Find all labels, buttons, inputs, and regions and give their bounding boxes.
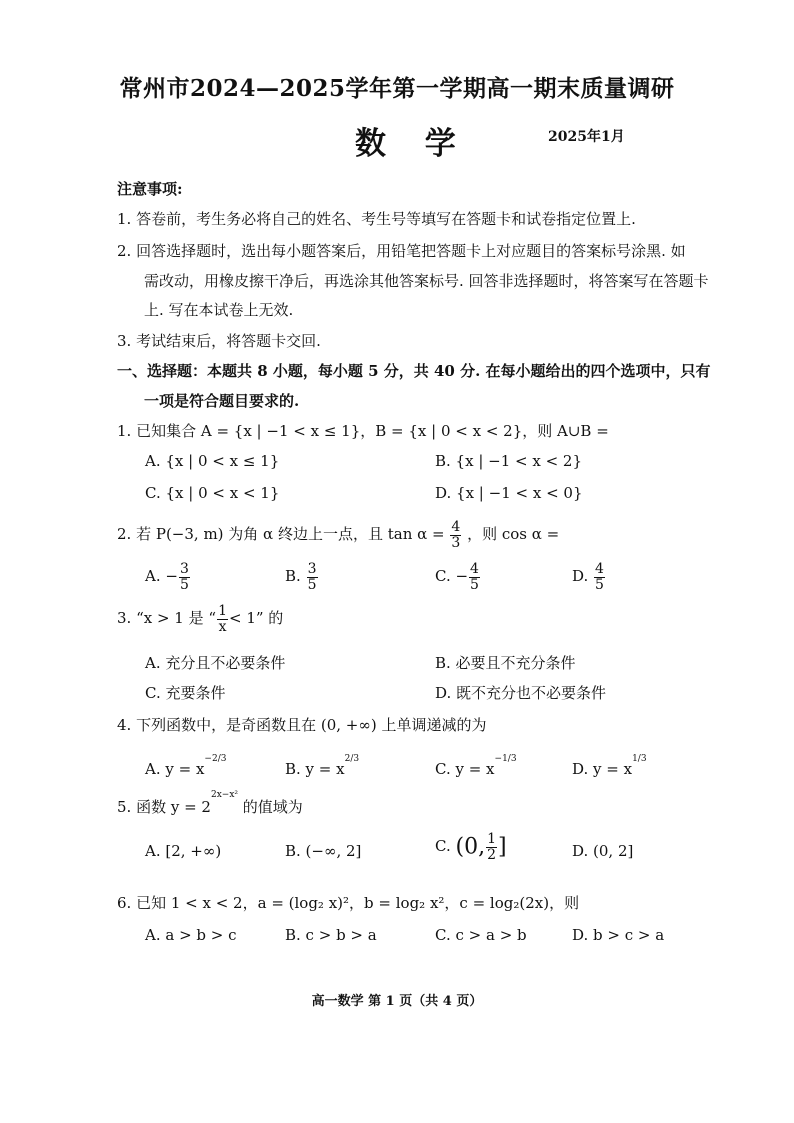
q2-stem-fraction-den: 3 [451,534,461,551]
notes-heading: 注意事项: [117,180,183,198]
question-4-stem: 4. 下列函数中，是奇函数且在 (0, +∞) 上单调递减的为 [117,716,487,734]
subject-title: 数 学 [355,126,470,162]
q2-option-c-num: 4 [470,561,479,577]
question-6-stem: 6. 已知 1 < x < 2，a = (log₂ x)²，b = log₂ x²，c = log₂(2x)，则 [117,894,580,912]
q2-stem-part-b: ，则 cos α = [467,525,560,544]
q3-stem-fraction-num: 1 [218,603,227,619]
note-item-2-line-2: 需改动，用橡皮擦干净后，再选涂其他答案标号. 回答非选择题时，将答案写在答题卡 [144,272,709,290]
q4-option-d-exponent: 1/3 [632,754,647,764]
q3-option-a: A. 充分且不必要条件 [145,654,286,672]
q5-option-c-left: (0, [455,834,486,860]
q2-option-d-label: D. [572,567,589,586]
q4-option-b [285,754,360,778]
q4-option-a [145,754,227,778]
q5-option-c-den: 2 [487,846,496,863]
q1-option-b: B. {x | −1 < x < 2} [435,452,583,470]
q4-option-c-exponent: −1/3 [494,754,517,764]
q5-stem-part-b: 的值域为 [238,798,303,816]
q2-stem-part-a: 2. 若 P(−3, m) 为角 α 终边上一点，且 tan α = [117,525,445,544]
section-1-header-line-2: 一项是符合题目要求的. [144,392,300,410]
exam-date: 2025年1月 [548,129,625,145]
q5-option-c-num: 1 [487,831,496,847]
q2-stem-fraction [450,520,461,550]
question-3-stem [117,604,283,634]
q3-stem-part-b: < 1” 的 [228,609,284,628]
q3-stem-fraction-den: x [218,618,227,635]
exam-title: 常州市2024—2025学年第一学期高一期末质量调研 [119,75,675,102]
q2-option-a-label: A. − [145,567,178,586]
q4-option-a-exponent: −2/3 [204,754,227,764]
note-item-2-line-1: 2. 回答选择题时，选出每小题答案后，用铅笔把答题卡上对应题目的答案标号涂黑. 如 [117,242,686,260]
q5-option-a: A. [2, +∞) [145,842,222,860]
q2-option-c [435,562,481,592]
q2-option-c-label: C. − [435,567,469,586]
q1-option-a: A. {x | 0 < x ≤ 1} [145,452,280,470]
q5-stem-part-a: 5. 函数 y = 2 [117,798,211,816]
q4-option-d-base: D. y = x [572,760,633,778]
q5-option-c-label: C. [435,837,451,856]
q6-option-a: A. a > b > c [145,926,237,944]
note-item-2-line-3: 上. 写在本试卷上无效. [144,301,294,319]
q6-option-d: D. b > c > a [572,926,665,944]
note-item-3: 3. 考试结束后，将答题卡交回. [117,332,321,350]
q3-stem-part-a: 3. “x > 1 是 “ [117,609,217,628]
q4-option-c-base: C. y = x [435,760,495,778]
q5-option-c [435,832,507,862]
q2-option-a-den: 5 [179,576,189,593]
question-2-stem [117,520,559,550]
q2-option-b-label: B. [285,567,301,586]
q2-option-d-num: 4 [595,561,604,577]
q4-option-b-base: B. y = x [285,760,345,778]
q2-option-a-num: 3 [179,561,189,577]
q2-stem-fraction-num: 4 [451,519,461,535]
q2-option-a [145,562,191,592]
question-5-stem [117,790,303,817]
q4-option-a-base: A. y = x [145,760,205,778]
q2-option-b-num: 3 [307,561,317,577]
q6-option-c: C. c > a > b [435,926,527,944]
q5-option-b: B. (−∞, 2] [285,842,362,860]
q2-option-d [572,562,606,592]
q3-option-b: B. 必要且不充分条件 [435,654,576,672]
question-1-stem: 1. 已知集合 A = {x | −1 < x ≤ 1}，B = {x | 0 < x < 2}，则 A∪B = [117,422,609,440]
q1-option-c: C. {x | 0 < x < 1} [145,484,280,502]
q4-option-c [435,754,517,778]
page-footer: 高一数学 第 1 页（共 4 页） [311,994,483,1009]
q5-option-c-right: ] [498,834,507,860]
q2-option-d-den: 5 [595,576,604,593]
q6-option-b: B. c > b > a [285,926,377,944]
q4-option-d [572,754,647,778]
q2-option-b-den: 5 [307,576,317,593]
q5-stem-exponent: 2x−x² [210,790,239,800]
q5-option-d: D. (0, 2] [572,842,634,860]
note-item-1: 1. 答卷前，考生务必将自己的姓名、考生号等填写在答题卡和试卷指定位置上. [117,210,636,228]
section-1-header-line-1: 一、选择题：本题共 8 小题，每小题 5 分，共 40 分. 在每小题给出的四个选项中，只有 [117,362,711,380]
q3-option-c: C. 充要条件 [145,684,226,702]
q3-option-d: D. 既不充分也不必要条件 [435,684,607,702]
q4-option-b-exponent: 2/3 [344,754,360,764]
q2-option-c-den: 5 [470,576,479,593]
q1-option-d: D. {x | −1 < x < 0} [435,484,583,502]
q2-option-b [285,562,319,592]
